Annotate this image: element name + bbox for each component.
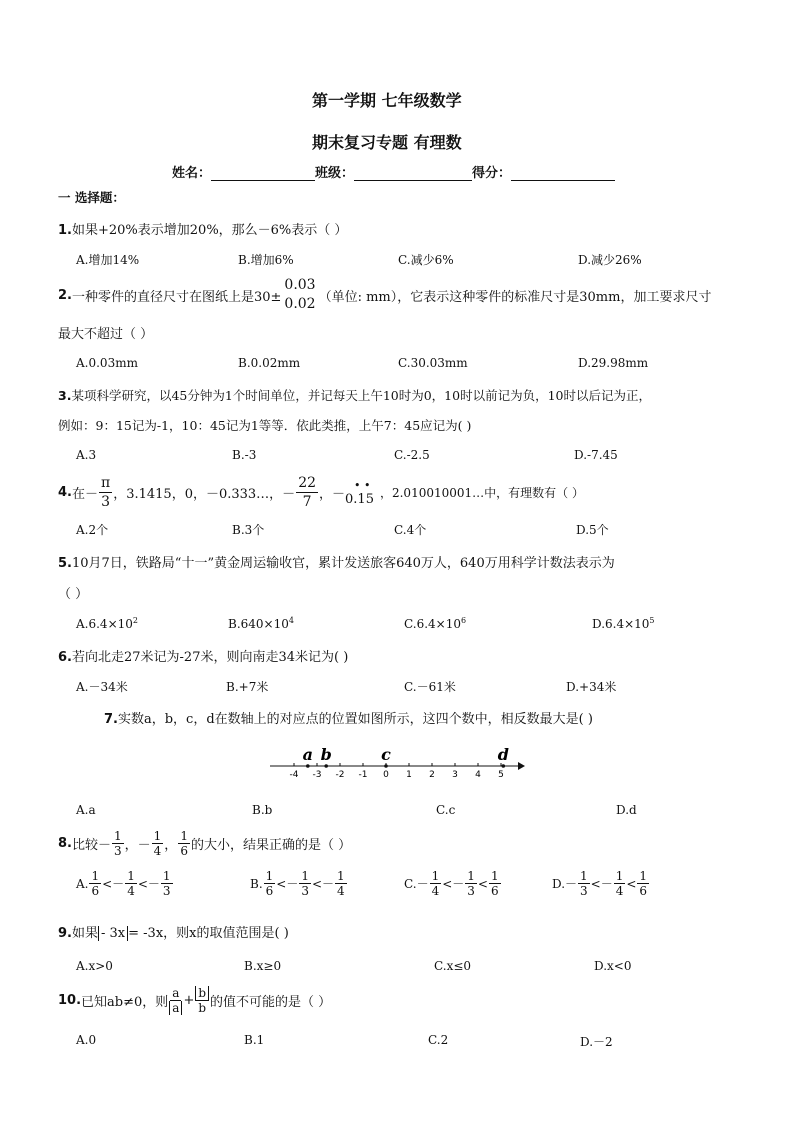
fraction-abs-b-over-b (195, 986, 209, 1015)
absolute-value-expression: - 3x (98, 926, 128, 941)
repeat-dot-icon: • (364, 479, 371, 492)
operator: <－ (442, 877, 465, 891)
question-text: 的大小，结果正确的是（ ） (190, 838, 352, 853)
fraction-22-over-7 (296, 474, 318, 511)
question-text: 若向北走27米记为-27米，则向南走34米记为( ) (71, 650, 349, 665)
question-number: 6. (58, 650, 72, 665)
q7-option-c[interactable]: C.c (436, 803, 456, 817)
section-title: 一 选择题： (58, 190, 125, 205)
operator: < (477, 876, 488, 891)
question-number: 4. (58, 485, 72, 500)
number-line-point-label-c: c (381, 745, 391, 764)
numerator: 22 (298, 475, 317, 491)
numerator: 1 (162, 869, 171, 883)
denominator: 6 (91, 884, 100, 898)
denominator: 3 (580, 884, 588, 898)
tolerance (284, 276, 315, 314)
exponent: 5 (649, 616, 655, 625)
numerator: a (172, 986, 180, 1000)
fraction-a-over-abs-a (169, 986, 182, 1015)
number-line-tick-label: 4 (475, 770, 481, 780)
question-number: 5. (58, 556, 72, 571)
question-number: 2. (58, 287, 72, 303)
q3-option-d[interactable]: D.-7.45 (574, 448, 618, 462)
q4-option-b[interactable]: B.3个 (232, 523, 265, 537)
fraction (614, 869, 626, 898)
question-10 (58, 986, 331, 1015)
operator: <－ (102, 877, 125, 891)
page-title: 第一学期 七年级数学 (312, 91, 462, 110)
denominator: 3 (114, 844, 122, 858)
question-text: 如果 (71, 926, 98, 941)
denominator: 3 (467, 884, 475, 898)
option-text: D.6.4×10 (592, 617, 650, 631)
question-5-line2: （ ） (58, 587, 89, 602)
number-line-tick-label: 5 (498, 770, 504, 780)
q9-option-d[interactable]: D.x<0 (594, 959, 632, 973)
question-8 (58, 829, 351, 858)
class-label: 班级： (315, 166, 355, 181)
question-text: 在－ (71, 487, 98, 502)
q2-option-b[interactable]: B.0.02mm (238, 356, 301, 370)
fraction-one-sixth (178, 829, 190, 858)
score-blank[interactable] (511, 168, 615, 181)
denominator: 4 (431, 884, 440, 898)
numerator: 1 (265, 869, 274, 883)
number-line-tick-label: 3 (452, 770, 458, 780)
numerator: 1 (431, 869, 440, 883)
option-letter: C.－ (404, 877, 429, 891)
question-3-line2: 例如：9：15记为-1，10：45记为1等等．依此类推，上午7：45应记为( ) (58, 418, 472, 433)
q7-option-b[interactable]: B.b (252, 803, 273, 817)
tolerance-upper: 0.03 (284, 277, 316, 293)
option-letter: B. (250, 876, 263, 891)
q5-option-c[interactable] (404, 616, 466, 631)
number-line-tick-label: 1 (406, 770, 412, 780)
fraction (465, 869, 477, 898)
q10-option-a[interactable]: A.0 (76, 1033, 97, 1047)
number-line-tick-label: -1 (358, 770, 368, 780)
question-4 (58, 474, 584, 511)
option-text: C.6.4×10 (404, 617, 461, 631)
q3-option-b[interactable]: B.-3 (232, 448, 257, 462)
numerator: 1 (127, 869, 135, 883)
question-7 (104, 708, 593, 727)
q10-option-b[interactable]: B.1 (244, 1033, 265, 1047)
denominator: 3 (101, 494, 111, 510)
exponent: 2 (132, 616, 138, 625)
fraction (489, 869, 501, 898)
operator: < (626, 876, 637, 891)
q9-option-c[interactable]: C.x≤0 (434, 959, 472, 973)
q1-option-d[interactable]: D.减少26% (578, 253, 642, 267)
numerator: 1 (180, 829, 188, 843)
number-line-point-a (306, 764, 310, 768)
arrow-right-icon (518, 762, 525, 770)
question-1 (58, 219, 347, 238)
fraction (264, 869, 276, 898)
q8-option-d[interactable] (552, 869, 650, 898)
number-line-tick-label: 2 (429, 770, 435, 780)
q1-option-c[interactable]: C.减少6% (398, 253, 454, 267)
q8-option-c[interactable] (404, 869, 502, 898)
question-text: 已知ab≠0，则 (81, 995, 169, 1010)
q5-option-b[interactable] (228, 616, 294, 631)
fraction (125, 869, 137, 898)
numerator: 1 (153, 829, 162, 843)
fraction (578, 869, 590, 898)
name-blank[interactable] (211, 168, 315, 181)
numerator: 1 (337, 869, 345, 883)
q9-option-a[interactable]: A.x>0 (76, 959, 113, 973)
option-text: A.6.4×10 (76, 617, 133, 631)
numerator: π (101, 475, 111, 491)
q6-option-d[interactable]: D.+34米 (566, 680, 617, 694)
question-text: 10月7日，铁路局“十一”黄金周运输收官，累计发送旅客640万人，640万用科学计数法表示为 (71, 556, 615, 571)
fraction-one-fourth (152, 829, 164, 858)
number-line-point-label-b: b (320, 745, 332, 764)
q7-option-a[interactable]: A.a (76, 803, 96, 817)
score-label: 得分： (472, 166, 512, 181)
fraction-pi-over-3 (99, 474, 112, 511)
operator: <－ (311, 877, 335, 891)
question-number: 8. (58, 836, 72, 851)
page-subtitle: 期末复习专题 有理数 (312, 133, 462, 152)
option-text: B.640×10 (228, 617, 289, 631)
number-line-tick-label: -3 (312, 770, 322, 780)
number-line-point-d (502, 764, 506, 768)
fraction (89, 869, 101, 898)
number-line-tick-label: -4 (289, 770, 299, 780)
q10-option-c[interactable]: C.2 (428, 1033, 449, 1047)
class-blank[interactable] (354, 168, 472, 181)
numerator: 1 (490, 869, 499, 883)
number-line-point-label-a: a (302, 745, 313, 764)
denominator: 7 (302, 494, 312, 510)
numerator: 1 (580, 869, 588, 883)
q4-option-d[interactable]: D.5个 (576, 523, 609, 537)
q10-option-d[interactable]: D.－2 (580, 1035, 613, 1049)
fraction (637, 869, 649, 898)
number-line-figure (266, 740, 528, 780)
name-label: 姓名： (172, 166, 212, 181)
question-text: 如果+20%表示增加20%，那么－6%表示（ ） (71, 223, 348, 238)
numerator: 1 (91, 869, 100, 883)
q1-option-a[interactable]: A.增加14% (76, 253, 140, 267)
denominator: 3 (162, 884, 171, 898)
denominator: b (198, 1001, 207, 1015)
q3-option-a[interactable]: A.3 (76, 448, 97, 462)
repeat-dot-icon: • (354, 479, 361, 492)
question-text: 实数a，b，c，d在数轴上的对应点的位置如图所示，这四个数中，相反数最大是( ) (117, 712, 593, 727)
denominator: 4 (615, 884, 624, 898)
decimal-value: 0.15 (345, 492, 374, 507)
numerator: 1 (301, 869, 309, 883)
question-number: 1. (58, 223, 72, 238)
question-number: 10. (58, 993, 82, 1008)
q2-option-a[interactable]: A.0.03mm (76, 356, 138, 370)
denominator: 6 (180, 844, 188, 858)
q5-option-d[interactable] (592, 616, 655, 631)
number-line-point-b (324, 764, 328, 768)
question-text: 的值不可能的是（ ） (210, 995, 332, 1010)
number-line-tick-label: -2 (335, 770, 345, 780)
denominator: 4 (337, 884, 345, 898)
number-line-point-c (384, 764, 388, 768)
q2-option-d[interactable]: D.29.98mm (578, 356, 649, 370)
denominator: 6 (490, 884, 499, 898)
q9-option-b[interactable]: B.x≥0 (244, 959, 282, 973)
q6-option-a[interactable]: A.－34米 (76, 680, 128, 694)
numerator: 1 (467, 869, 475, 883)
operator: <－ (137, 877, 160, 891)
exponent: 6 (460, 616, 467, 625)
question-text: ，2.010010001…中，有理数有（ ） (379, 486, 584, 500)
fraction (161, 869, 173, 898)
number-line-point-label-d: d (497, 745, 509, 764)
numerator: 1 (114, 829, 122, 843)
question-text: ，－ (124, 838, 151, 853)
option-letter: D.－ (552, 877, 578, 891)
question-2 (58, 276, 711, 314)
denominator: 3 (301, 884, 309, 898)
question-number: 3. (58, 388, 72, 403)
question-3 (58, 386, 651, 404)
question-text: ，－ (319, 487, 346, 502)
q4-option-c[interactable]: C.4个 (394, 523, 427, 537)
fraction (335, 869, 347, 898)
denominator: a (169, 1001, 182, 1015)
q5-option-a[interactable] (76, 616, 138, 631)
question-number: 9. (58, 926, 72, 941)
question-text: 一种零件的直径尺寸在图纸上是30± (71, 289, 282, 305)
question-text: ，3.1415，0，－0.333…，－ (113, 487, 296, 502)
question-5 (58, 552, 615, 571)
q8-option-b[interactable] (250, 869, 348, 898)
q3-option-c[interactable]: C.-2.5 (394, 448, 430, 462)
q8-option-a[interactable] (76, 869, 174, 898)
q7-option-d[interactable]: D.d (616, 803, 637, 817)
q1-option-b[interactable]: B.增加6% (238, 253, 294, 267)
operator: <－ (276, 877, 299, 891)
fraction (299, 869, 311, 898)
question-6 (58, 646, 348, 665)
question-text: （单位: mm），它表示这种零件的标准尺寸是30mm，加工要求尺寸 (318, 289, 712, 305)
exponent: 4 (288, 616, 294, 625)
numerator: b (195, 986, 209, 1001)
fraction (430, 869, 442, 898)
denominator: 4 (127, 884, 135, 898)
fraction-one-third (112, 829, 124, 858)
number-line-tick-label: 0 (383, 770, 389, 780)
operator: + (183, 993, 195, 1008)
q6-option-b[interactable]: B.+7米 (226, 680, 269, 694)
denominator: 6 (639, 884, 648, 898)
student-info-row (172, 162, 615, 181)
q2-option-c[interactable]: C.30.03mm (398, 356, 468, 370)
denominator: 4 (153, 844, 162, 858)
question-text: ， (164, 838, 178, 853)
repeating-decimal (345, 479, 374, 507)
denominator: 6 (265, 884, 274, 898)
operator: <－ (590, 877, 613, 891)
question-9 (58, 922, 289, 941)
question-number: 7. (104, 712, 118, 727)
question-text: = -3x，则x的取值范围是( ) (128, 926, 289, 941)
q4-option-a[interactable]: A.2个 (76, 523, 109, 537)
numerator: 1 (615, 869, 624, 883)
option-letter: A. (76, 876, 89, 891)
tolerance-lower: 0.02 (284, 296, 316, 312)
question-text: 某项科学研究，以45分钟为1个时间单位，并记每天上午10时为0，10时以前记为负，10时以后记为正， (71, 388, 651, 403)
question-2-line2: 最大不超过（ ） (58, 327, 154, 342)
q6-option-c[interactable]: C.－61米 (404, 680, 456, 694)
question-text: 比较－ (71, 838, 111, 853)
numerator: 1 (639, 869, 648, 883)
